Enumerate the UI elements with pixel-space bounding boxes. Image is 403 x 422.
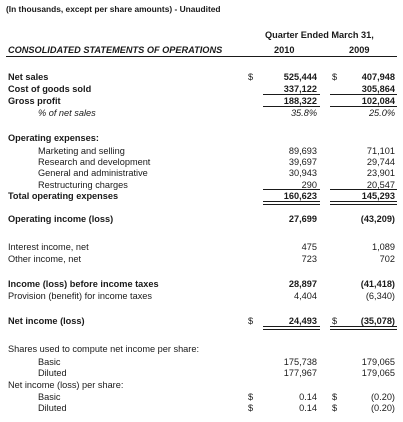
value-2010: 24,493 [288,316,317,326]
value-2009: (0.20) [370,403,395,413]
row-label: Gross profit [8,96,61,106]
value-2010: 175,738 [283,357,317,367]
value-2010: 723 [301,254,317,264]
dollar-sign-2010: $ [248,403,254,413]
row-label: % of net sales [38,108,96,118]
value-2010: 290 [301,180,317,190]
value-2010: 160,623 [283,191,317,201]
value-2010: 177,967 [283,368,317,378]
row-label: Operating expenses: [8,133,99,143]
row-label: Net income (loss) [8,316,85,326]
dollar-sign-2009: $ [332,392,338,402]
value-2010: 525,444 [283,72,317,82]
value-2010: 39,697 [288,157,317,167]
value-2009: 179,065 [361,357,395,367]
statement-title: CONSOLIDATED STATEMENTS OF OPERATIONS [8,45,223,55]
value-2009: 29,744 [366,157,395,167]
row-label: Restructuring charges [38,180,128,190]
value-2010: 475 [301,242,317,252]
value-2009: (35,078) [360,316,395,326]
row-label: Shares used to compute net income per share: [8,344,200,354]
value-2010: 27,699 [288,214,317,224]
value-2010: 337,122 [283,84,317,94]
row-label: Research and development [38,157,151,167]
value-2010: 89,693 [288,146,317,156]
value-2009: 407,948 [361,72,395,82]
row-label: Marketing and selling [38,146,125,156]
subtotal-rule [263,94,320,95]
dollar-sign-2010: $ [248,316,254,326]
value-2009: 702 [379,254,395,264]
value-2010: 0.14 [299,403,317,413]
value-2010: 30,943 [288,168,317,178]
row-label: Total operating expenses [8,191,119,201]
value-2010: 0.14 [299,392,317,402]
value-2009: 305,864 [361,84,395,94]
dollar-sign-2009: $ [332,403,338,413]
row-label: Net sales [8,72,49,82]
dollar-sign-2010: $ [248,72,254,82]
value-2010: 35.8% [290,108,317,118]
column-header-2010: 2010 [274,45,295,55]
subtotal-rule [330,189,397,190]
value-2009: (0.20) [370,392,395,402]
value-2009: 145,293 [361,191,395,201]
value-2010: 4,404 [294,291,317,301]
total-double-rule [330,326,397,330]
subtotal-rule [263,106,320,107]
value-2010: 28,897 [288,279,317,289]
value-2009: 23,901 [366,168,395,178]
period-heading: Quarter Ended March 31, [265,30,374,40]
row-label: Diluted [38,368,67,378]
row-label: Basic [38,357,61,367]
row-label: Diluted [38,403,67,413]
row-label: Provision (benefit) for income taxes [8,291,152,301]
total-double-rule [263,201,320,205]
header-rule [6,56,397,57]
subtotal-rule [263,189,320,190]
subtotal-rule [330,106,397,107]
row-label: Interest income, net [8,242,89,252]
row-label: Basic [38,392,61,402]
value-2009: 102,084 [361,96,395,106]
dollar-sign-2009: $ [332,72,338,82]
row-label: Cost of goods sold [8,84,92,94]
row-label: Net income (loss) per share: [8,380,124,390]
value-2009: 71,101 [366,146,395,156]
row-label: Income (loss) before income taxes [8,279,159,289]
subtotal-rule [330,94,397,95]
value-2009: (6,340) [365,291,395,301]
column-header-2009: 2009 [349,45,370,55]
units-note: (In thousands, except per share amounts) - Unaudited [6,4,221,14]
total-double-rule [263,326,320,330]
row-label: General and administrative [38,168,148,178]
row-label: Other income, net [8,254,82,264]
value-2009: 20,547 [366,180,395,190]
value-2010: 188,322 [283,96,317,106]
value-2009: 179,065 [361,368,395,378]
total-double-rule [330,201,397,205]
row-label: Operating income (loss) [8,214,114,224]
dollar-sign-2010: $ [248,392,254,402]
value-2009: 1,089 [372,242,395,252]
value-2009: 25.0% [368,108,395,118]
value-2009: (41,418) [360,279,395,289]
dollar-sign-2009: $ [332,316,338,326]
value-2009: (43,209) [360,214,395,224]
